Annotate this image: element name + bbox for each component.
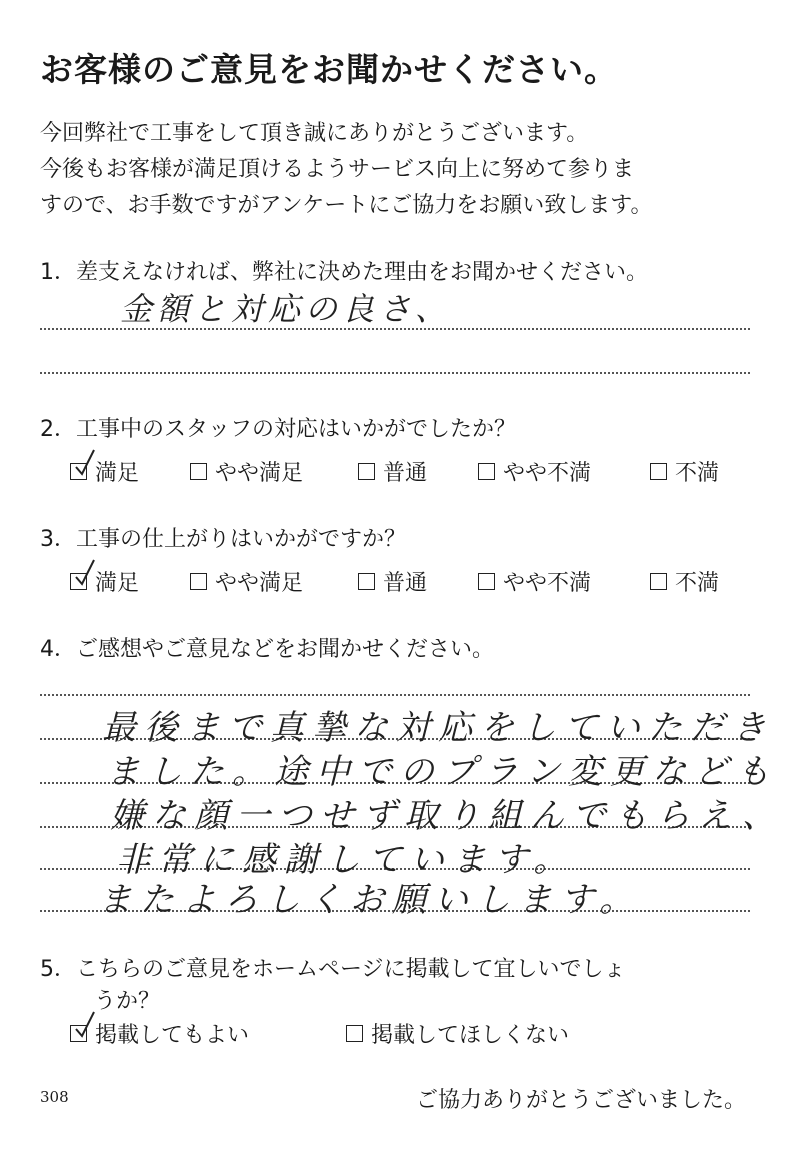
- q3-option-somewhat-dissatisfied[interactable]: [478, 566, 650, 597]
- q5-option-deny[interactable]: [346, 1018, 569, 1049]
- option-label: 掲載してもよい: [95, 1023, 250, 1048]
- checkbox[interactable]: [650, 463, 667, 480]
- q2-options: [70, 456, 719, 487]
- q2-option-neutral[interactable]: [358, 456, 478, 487]
- question-4: 4．ご感想やご意見などをお聞かせください。: [40, 637, 494, 662]
- option-label: 満足: [95, 571, 140, 596]
- q3-options: [70, 566, 719, 597]
- checkmark-icon: [75, 1011, 95, 1039]
- checkbox[interactable]: [358, 573, 375, 590]
- question-5-line-2: うか？: [94, 989, 161, 1014]
- checkbox[interactable]: [70, 573, 87, 590]
- option-label: 普通: [383, 571, 428, 596]
- intro-line-2: 今後もお客様が満足頂けるようサービス向上に努めて参りま: [40, 157, 635, 182]
- q4-answer-handwritten-line-3[interactable]: 嫌な顔一つせず取り組んでもらえ、: [110, 796, 785, 836]
- checkbox[interactable]: [358, 463, 375, 480]
- closing-message: ご協力ありがとうございました。: [415, 1088, 746, 1113]
- q4-answer-handwritten-line-4[interactable]: 非常に感謝しています。: [116, 840, 576, 880]
- q4-answer-handwritten-line-1[interactable]: 最後まで真摯な対応をしていただき: [102, 708, 774, 748]
- option-label: 不満: [675, 571, 720, 596]
- question-2: 2．工事中のスタッフの対応はいかがでしたか？: [40, 417, 516, 442]
- option-label: 普通: [383, 461, 428, 486]
- q4-answer-line: [40, 694, 750, 696]
- checkbox[interactable]: [650, 573, 667, 590]
- checkmark-icon: [75, 449, 95, 477]
- q1-answer-line-2: [40, 372, 750, 374]
- checkbox[interactable]: [190, 573, 207, 590]
- q5-option-allow[interactable]: [70, 1018, 346, 1049]
- q2-option-dissatisfied[interactable]: [650, 456, 719, 487]
- q2-option-somewhat-dissatisfied[interactable]: [478, 456, 650, 487]
- question-5-line-1: 5．こちらのご意見をホームページに掲載して宜しいでしょ: [40, 957, 626, 982]
- page-title: お客様のご意見をお聞かせください。: [40, 50, 618, 89]
- checkbox[interactable]: [190, 463, 207, 480]
- checkbox[interactable]: [478, 463, 495, 480]
- checkbox[interactable]: [346, 1025, 363, 1042]
- question-3: 3．工事の仕上がりはいかがですか？: [40, 527, 406, 552]
- option-label: 満足: [95, 461, 140, 486]
- checkbox[interactable]: [70, 463, 87, 480]
- q4-answer-handwritten-line-5[interactable]: またよろしくお願いします。: [98, 880, 642, 920]
- q4-answer-handwritten-line-2[interactable]: ました。途中でのプラン変更なども: [106, 752, 778, 792]
- q3-option-somewhat-satisfied[interactable]: [190, 566, 358, 597]
- q5-options: [70, 1018, 569, 1049]
- q1-answer-handwritten[interactable]: 金額と対応の良さ、: [120, 290, 452, 328]
- q3-option-satisfied[interactable]: [70, 566, 190, 597]
- checkbox[interactable]: [70, 1025, 87, 1042]
- q3-option-neutral[interactable]: [358, 566, 478, 597]
- q2-option-somewhat-satisfied[interactable]: [190, 456, 358, 487]
- q3-option-dissatisfied[interactable]: [650, 566, 719, 597]
- option-label: やや不満: [503, 461, 592, 486]
- q2-option-satisfied[interactable]: [70, 456, 190, 487]
- option-label: やや満足: [215, 461, 304, 486]
- intro-line-1: 今回弊社で工事をして頂き誠にありがとうございます。: [40, 121, 589, 146]
- option-label: 掲載してほしくない: [371, 1023, 570, 1048]
- checkbox[interactable]: [478, 573, 495, 590]
- checkmark-icon: [75, 559, 95, 587]
- option-label: やや不満: [503, 571, 592, 596]
- option-label: 不満: [675, 461, 720, 486]
- q1-answer-line-1: [40, 328, 750, 330]
- option-label: やや満足: [215, 571, 304, 596]
- page-number: 308: [40, 1088, 69, 1106]
- intro-line-3: すので、お手数ですがアンケートにご協力をお願い致します。: [40, 193, 653, 218]
- question-1: 1．差支えなければ、弊社に決めた理由をお聞かせください。: [40, 260, 648, 285]
